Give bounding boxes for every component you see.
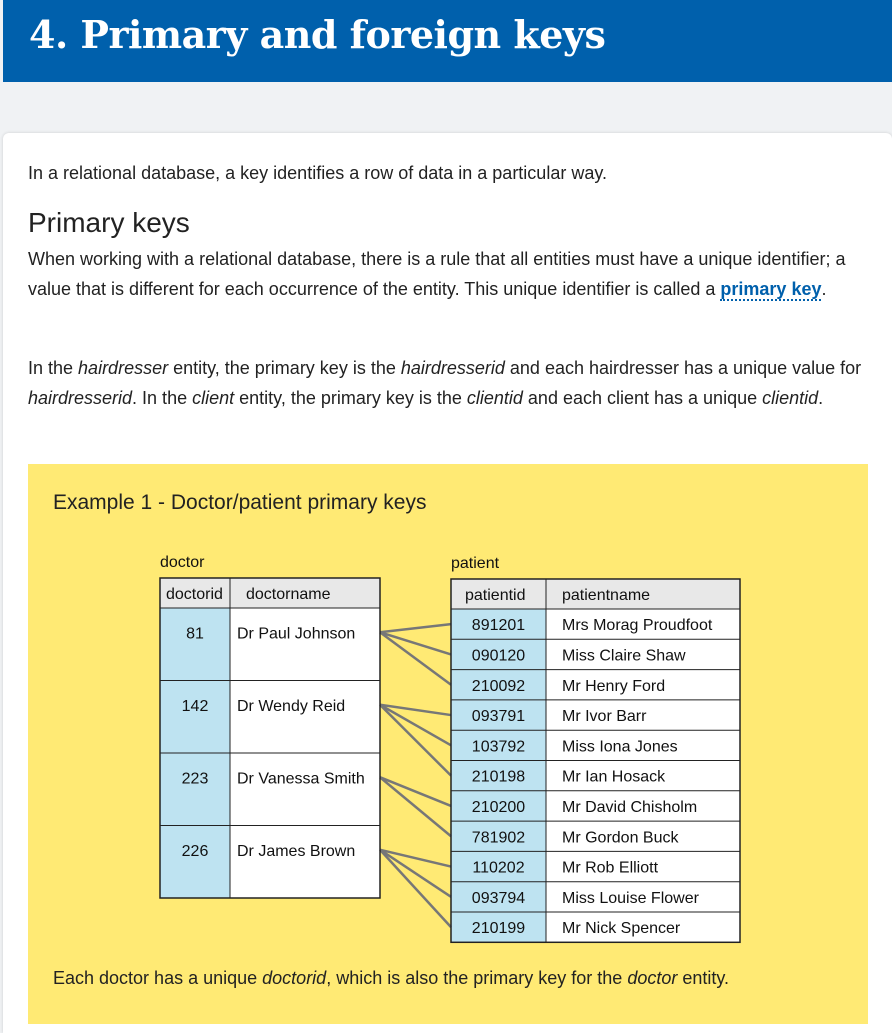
patient-name-cell: Miss Iona Jones: [562, 738, 678, 756]
p2-segment: In the: [28, 358, 79, 378]
patient-id-cell: 210199: [471, 920, 526, 938]
hairdresser-paragraph: [28, 353, 873, 413]
example-caption: [53, 966, 729, 990]
relationship-line: [380, 632, 451, 685]
doctor-id-cell: 81: [186, 625, 204, 643]
caption-segment: , which is also the primary key for the: [326, 968, 628, 988]
doctor-name-cell: Dr Vanessa Smith: [237, 770, 365, 788]
p2-segment: hairdresserid: [400, 358, 505, 378]
patient-id-cell: 210092: [471, 677, 526, 695]
patient-table-name: patient: [451, 555, 500, 572]
doctor-name-cell: Dr James Brown: [237, 842, 356, 860]
patient-name-cell: Mr Ivor Barr: [562, 708, 647, 726]
patient-header-id: patientid: [465, 587, 526, 604]
doctor-table-name: doctor: [160, 554, 205, 571]
relationship-line: [380, 632, 451, 654]
patient-id-cell: 093791: [471, 708, 526, 726]
doctor-header-name: doctorname: [246, 586, 331, 603]
patient-id-cell: 090120: [471, 647, 526, 665]
patient-id-cell: 093794: [471, 889, 526, 907]
intro-text: In a relational database, a key identifies a row of data in a particular way.: [28, 163, 607, 183]
relationship-line: [380, 777, 451, 806]
page-title: 4. Primary and foreign keys: [29, 12, 606, 57]
doctor-patient-diagram: [28, 464, 868, 964]
primary-key-glossary-link[interactable]: primary key: [720, 279, 822, 299]
patient-id-cell: 891201: [471, 617, 526, 635]
caption-segment: doctor: [627, 968, 678, 988]
p2-segment: .: [818, 388, 824, 408]
p2-segment: and each client has a unique: [522, 388, 763, 408]
patient-name-cell: Miss Claire Shaw: [562, 647, 686, 665]
caption-segment: entity.: [677, 968, 730, 988]
primary-key-paragraph: [28, 244, 873, 304]
p2-segment: hairdresser: [78, 358, 169, 378]
doctor-header-id: doctorid: [166, 586, 223, 603]
patient-name-cell: Mrs Morag Proudfoot: [562, 617, 713, 635]
patient-id-cell: 210200: [471, 798, 526, 816]
doctor-id-cell: 226: [181, 842, 209, 860]
patient-header-name: patientname: [562, 587, 651, 604]
p2-segment: hairdresserid: [28, 388, 133, 408]
patient-name-cell: Mr Ian Hosack: [562, 768, 666, 786]
example-panel: [28, 464, 868, 1024]
p1-end: .: [821, 279, 827, 299]
doctor-name-cell: Dr Paul Johnson: [237, 625, 356, 643]
doctor-id-cell: 223: [181, 770, 209, 788]
p2-segment: entity, the primary key is the: [168, 358, 401, 378]
patient-id-cell: 781902: [471, 829, 526, 847]
caption-segment: Each doctor has a unique: [53, 968, 263, 988]
caption-segment: doctorid: [262, 968, 327, 988]
patient-name-cell: Mr Rob Elliott: [562, 859, 659, 877]
doctor-id-cell: 142: [181, 697, 209, 715]
patient-id-cell: 210198: [471, 768, 526, 786]
p2-segment: . In the: [132, 388, 193, 408]
patient-name-cell: Mr David Chisholm: [562, 798, 698, 816]
relationship-line: [380, 777, 451, 836]
patient-name-cell: Mr Nick Spencer: [562, 920, 681, 938]
p2-segment: client: [192, 388, 235, 408]
relationship-line: [380, 624, 451, 632]
doctor-name-cell: Dr Wendy Reid: [237, 697, 346, 715]
p2-segment: entity, the primary key is the: [234, 388, 467, 408]
patient-id-cell: 103792: [471, 738, 526, 756]
p1-text: When working with a relational database, there is a rule that all entities must have a unique identifier; a value that is different for each occurrence of the entity. This unique identifier is called a: [28, 249, 846, 299]
patient-name-cell: Mr Gordon Buck: [562, 829, 679, 847]
content-card: [3, 133, 892, 1033]
section-heading: Primary keys: [28, 207, 190, 238]
p2-segment: clientid: [762, 388, 819, 408]
p2-segment: and each hairdresser has a unique value for: [504, 358, 862, 378]
example-title: Example 1 - Doctor/patient primary keys: [53, 491, 427, 514]
patient-name-cell: Miss Louise Flower: [562, 889, 699, 907]
page-header: [3, 0, 892, 82]
patient-name-cell: Mr Henry Ford: [562, 677, 666, 695]
p2-segment: clientid: [466, 388, 523, 408]
patient-id-cell: 110202: [472, 859, 525, 877]
